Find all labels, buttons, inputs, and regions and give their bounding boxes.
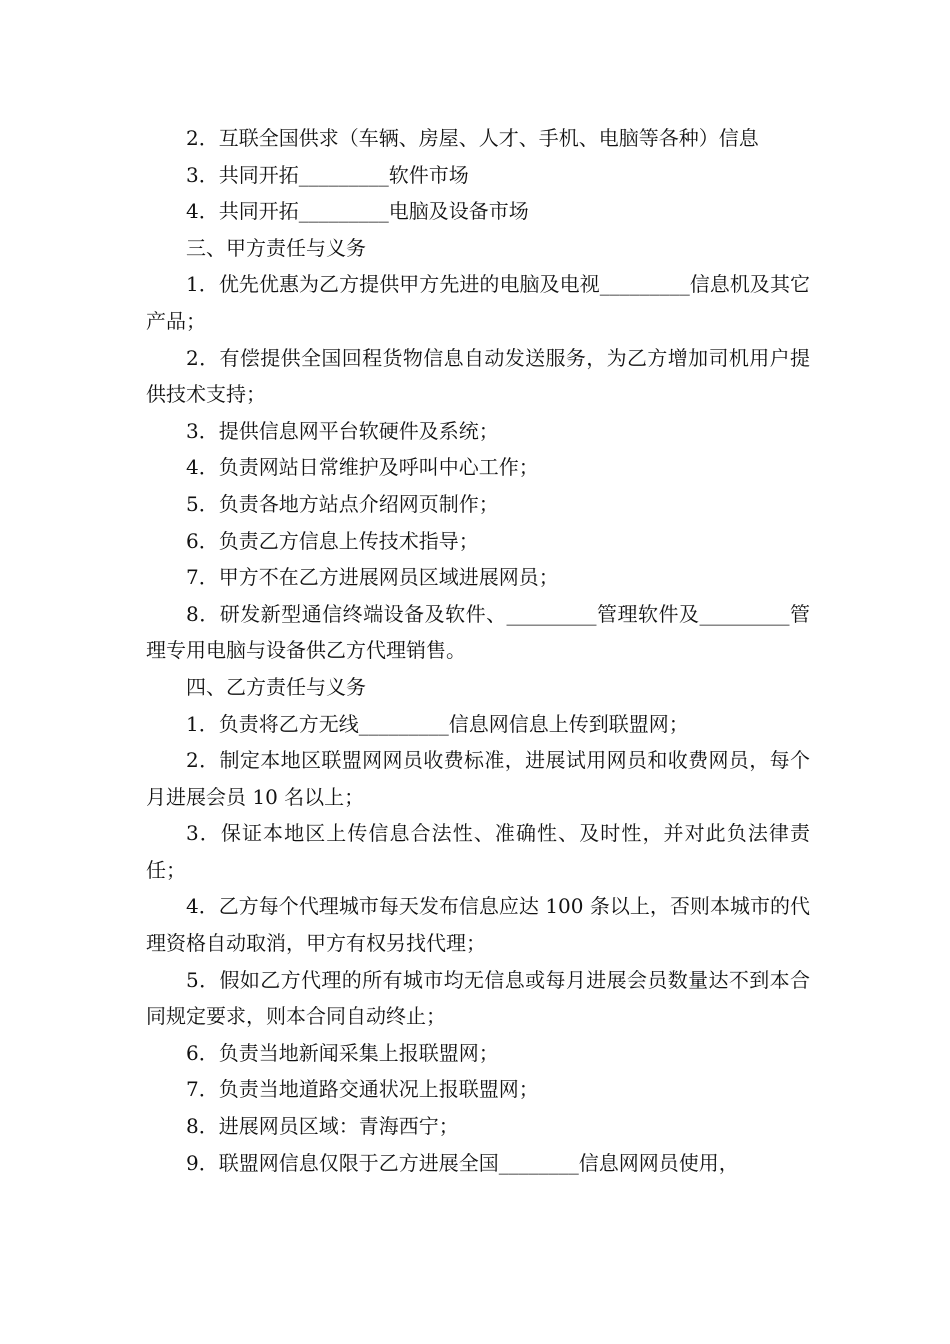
- party-a-duty-8: 8．研发新型通信终端设备及软件、_________管理软件及_________管理专用电脑与设备供乙方代理销售。: [146, 601, 810, 663]
- party-b-duty-5: 5．假如乙方代理的所有城市均无信息或每月进展会员数量达不到本合同规定要求，则本合同自动终止；: [146, 967, 810, 1029]
- section-heading-party-a: 三、甲方责任与义务: [186, 235, 366, 260]
- party-b-duty-9: 9．联盟网信息仅限于乙方进展全国________信息网网员使用，: [186, 1150, 739, 1175]
- clause-2-nationwide-supply-demand: 2．互联全国供求（车辆、房屋、人才、手机、电脑等各种）信息: [186, 126, 759, 150]
- party-a-duty-4: 4．负责网站日常维护及呼叫中心工作；: [186, 455, 539, 480]
- party-a-duty-1: 1．优先优惠为乙方提供甲方先进的电脑及电视_________信息机及其它产品；: [146, 272, 810, 333]
- party-b-duty-1: 1．负责将乙方无线_________信息网信息上传到联盟网；: [186, 711, 689, 736]
- party-b-duty-4: 4．乙方每个代理城市每天发布信息应达 100 条以上，否则本城市的代理资格自动取消，甲方有权另找代理；: [146, 894, 810, 956]
- party-a-duty-6: 6．负责乙方信息上传技术指导；: [186, 528, 479, 553]
- clause-4-hardware-market: 4．共同开拓_________电脑及设备市场: [186, 199, 529, 224]
- party-b-duty-2: 2．制定本地区联盟网网员收费标准，进展试用网员和收费网员，每个月进展会员 10 名以上；: [146, 748, 810, 809]
- clause-3-software-market: 3．共同开拓_________软件市场: [186, 162, 469, 187]
- party-a-duty-2: 2．有偿提供全国回程货物信息自动发送服务，为乙方增加司机用户提供技术支持；: [146, 345, 810, 407]
- document-body: [146, 120, 810, 1181]
- party-b-duty-7: 7．负责当地道路交通状况上报联盟网；: [186, 1077, 539, 1102]
- party-a-duty-3: 3．提供信息网平台软硬件及系统；: [186, 418, 499, 443]
- section-heading-party-b: 四、乙方责任与义务: [186, 674, 366, 699]
- party-b-duty-8: 8．进展网员区域：青海西宁；: [186, 1114, 459, 1139]
- party-b-duty-6: 6．负责当地新闻采集上报联盟网；: [186, 1040, 499, 1065]
- party-a-duty-5: 5．负责各地方站点介绍网页制作；: [186, 491, 499, 516]
- party-b-duty-3: 3．保证本地区上传信息合法性、准确性、及时性，并对此负法律责任；: [146, 821, 810, 882]
- party-a-duty-7: 7．甲方不在乙方进展网员区域进展网员；: [186, 565, 559, 590]
